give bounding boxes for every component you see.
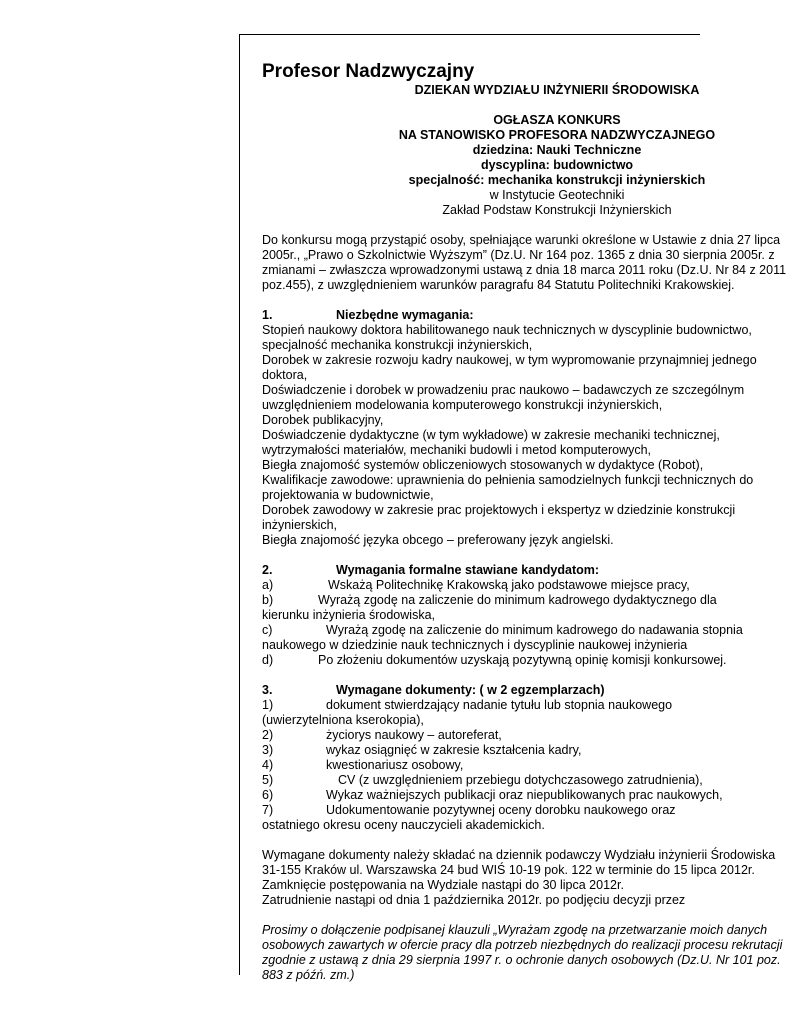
intro-line: 2005r., „Prawo o Szkolnictwie Wyższym” (Dz.U. Nr 164 poz. 1365 z dnia 30 sierpnia 2005r. z — [262, 248, 775, 262]
item-label: 7) — [262, 803, 274, 817]
intro-line: zmianami – zwłaszcza wprowadzonymi ustawą z dnia 18 marca 2011 roku (Dz.U. Nr 84 z 2011 — [262, 263, 786, 277]
dean-heading: DZIEKAN WYDZIAŁU INŻYNIERII ŚRODOWISKA — [414, 83, 700, 97]
requirement-line: Dorobek publikacyjny, — [262, 413, 384, 427]
requirement-line: Dorobek zawodowy w zakresie prac projektowych i ekspertyz w dziedzinie konstrukcji — [262, 503, 736, 517]
specialty-heading: specjalność: mechanika konstrukcji inżynierskich — [408, 173, 706, 187]
section-documents — [262, 683, 782, 833]
document-item — [262, 788, 782, 803]
requirement-line: doktora, — [262, 368, 308, 382]
item-text: CV (z uwzględnieniem przebiegu dotychczasowego zatrudnienia), — [338, 773, 703, 787]
requirement-line: Doświadczenie i dorobek w prowadzeniu prac naukowo – badawczych ze szczególnym — [262, 383, 745, 397]
document-item — [262, 728, 782, 743]
item-text: Wskażą Politechnikę Krakowską jako podstawowe miejsce pracy, — [328, 578, 690, 592]
formal-item — [262, 608, 782, 623]
item-text: dokument stwierdzający nadanie tytułu lub stopnia naukowego — [326, 698, 673, 712]
item-text: naukowego w dziedzinie nauk technicznych i dyscyplinie naukowej inżynieria — [262, 638, 688, 652]
section-title: Niezbędne wymagania: — [336, 308, 474, 322]
intro-line: poz.455), z uwzględnieniem warunków paragrafu 84 Statutu Politechniki Krakowskiej. — [262, 278, 735, 292]
submission-line: Zatrudnienie nastąpi od dnia 1 października 2012r. po podjęciu decyzji przez — [262, 893, 686, 907]
formal-item — [262, 653, 782, 668]
submission-line: Wymagane dokumenty należy składać na dziennik podawczy Wydziału inżynierii Środowiska — [262, 848, 776, 862]
item-label: b) — [262, 593, 274, 607]
item-label: a) — [262, 578, 274, 592]
discipline-heading: dyscyplina: budownictwo — [480, 158, 634, 172]
item-text: Wyrażą zgodę na zaliczenie do minimum kadrowego dydaktycznego dla — [318, 593, 717, 607]
requirement-line: wytrzymałości materiałów, mechaniki budowli i metod komputerowych, — [262, 443, 652, 457]
intro-line: Do konkursu mogą przystąpić osoby, spełniające warunki określone w Ustawie z dnia 27 lipca — [262, 233, 781, 247]
section-heading — [262, 563, 782, 578]
requirement-line: Doświadczenie dydaktyczne (w tym wykładowe) w zakresie mechaniki technicznej, — [262, 428, 720, 442]
document-item — [262, 758, 782, 773]
section-requirements — [262, 308, 782, 548]
document-item — [262, 773, 782, 788]
submission-line: 31-155 Kraków ul. Warszawska 24 bud WIŚ 10-19 pok. 122 w terminie do 15 lipca 2012r. — [262, 863, 755, 877]
document-item — [262, 803, 782, 818]
item-label: 1) — [262, 698, 274, 712]
item-text: Udokumentowanie pozytywnej oceny dorobku naukowego oraz — [326, 803, 676, 817]
item-text: kierunku inżynieria środowiska, — [262, 608, 435, 622]
submission-paragraph — [262, 848, 782, 908]
privacy-line: 883 z późń. zm.) — [262, 968, 355, 982]
document-item — [262, 698, 782, 713]
section-number: 2. — [262, 563, 273, 577]
item-text: (uwierzytelniona kserokopia), — [262, 713, 424, 727]
item-label: 2) — [262, 728, 274, 742]
institute-line: w Instytucie Geotechniki — [489, 188, 625, 202]
privacy-line: zgodnie z ustawą z dnia 29 sierpnia 1997 r. o ochronie danych osobowych (Dz.U. Nr 101 poz. — [262, 953, 781, 967]
formal-item — [262, 593, 782, 608]
section-formal-requirements — [262, 563, 782, 668]
requirement-line: Biegła znajomość języka obcego – preferowany język angielski. — [262, 533, 614, 547]
section-number: 3. — [262, 683, 273, 697]
item-label: 3) — [262, 743, 274, 757]
document-item — [262, 743, 782, 758]
section-heading — [262, 683, 782, 698]
requirement-line: Biegła znajomość systemów obliczeniowych stosowanych w dydaktyce (Robot), — [262, 458, 704, 472]
item-text: Po złożeniu dokumentów uzyskają pozytywną opinię komisji konkursowej. — [318, 653, 727, 667]
submission-line: Zamknięcie postępowania na Wydziale nastąpi do 30 lipca 2012r. — [262, 878, 624, 892]
item-label: 6) — [262, 788, 274, 802]
document-content — [262, 61, 786, 983]
section-heading — [262, 308, 782, 323]
privacy-clause — [262, 923, 782, 983]
requirement-line: inżynierskich, — [262, 518, 338, 532]
item-text: ostatniego okresu oceny nauczycieli akademickich. — [262, 818, 545, 832]
page-title: Profesor Nadzwyczajny — [262, 61, 475, 82]
department-line: Zakład Podstaw Konstrukcji Inżynierskich — [442, 203, 672, 217]
item-label: 5) — [262, 773, 274, 787]
document-page — [239, 34, 786, 982]
item-label: c) — [262, 623, 273, 637]
formal-item — [262, 623, 782, 638]
item-text: Wykaz ważniejszych publikacji oraz niepublikowanych prac naukowych, — [326, 788, 723, 802]
section-title: Wymagania formalne stawiane kandydatom: — [336, 563, 600, 577]
intro-paragraph — [262, 233, 786, 293]
document-item — [262, 713, 782, 728]
requirement-line: Kwalifikacje zawodowe: uprawnienia do pełnienia samodzielnych funkcji technicznych do — [262, 473, 754, 487]
item-label: d) — [262, 653, 274, 667]
item-text: kwestionariusz osobowy, — [326, 758, 464, 772]
item-text: wykaz osiągnięć w zakresie kształcenia kadry, — [326, 743, 582, 757]
privacy-line: osobowych zawartych w ofercie pracy dla potrzeb niezbędnych do realizacji procesu rekrutacji — [262, 938, 783, 952]
item-text: życiorys naukowy – autoreferat, — [326, 728, 502, 742]
field-heading: dziedzina: Nauki Techniczne — [472, 143, 642, 157]
requirement-line: specjalność mechanika konstrukcji inżynierskich, — [262, 338, 533, 352]
section-number: 1. — [262, 308, 273, 322]
item-label: 4) — [262, 758, 274, 772]
section-title: Wymagane dokumenty: ( w 2 egzemplarzach) — [336, 683, 605, 697]
requirement-line: Stopień naukowy doktora habilitowanego nauk technicznych w dyscyplinie budownictwo, — [262, 323, 752, 337]
formal-item — [262, 638, 782, 653]
announcement-heading: OGŁASZA KONKURS — [493, 113, 621, 127]
requirement-line: uwzględnieniem modelowania komputerowego konstrukcji inżynierskich, — [262, 398, 663, 412]
requirement-line: Dorobek w zakresie rozwoju kadry naukowej, w tym wypromowanie przynajmniej jednego — [262, 353, 757, 367]
privacy-line: Prosimy o dołączenie podpisanej klauzuli „Wyrażam zgodę na przetwarzanie moich danych — [262, 923, 768, 937]
document-item — [262, 818, 782, 833]
formal-item — [262, 578, 782, 593]
item-text: Wyrażą zgodę na zaliczenie do minimum kadrowego do nadawania stopnia — [326, 623, 743, 637]
requirement-line: projektowania w budownictwie, — [262, 488, 434, 502]
position-heading: NA STANOWISKO PROFESORA NADZWYCZAJNEGO — [398, 128, 716, 142]
